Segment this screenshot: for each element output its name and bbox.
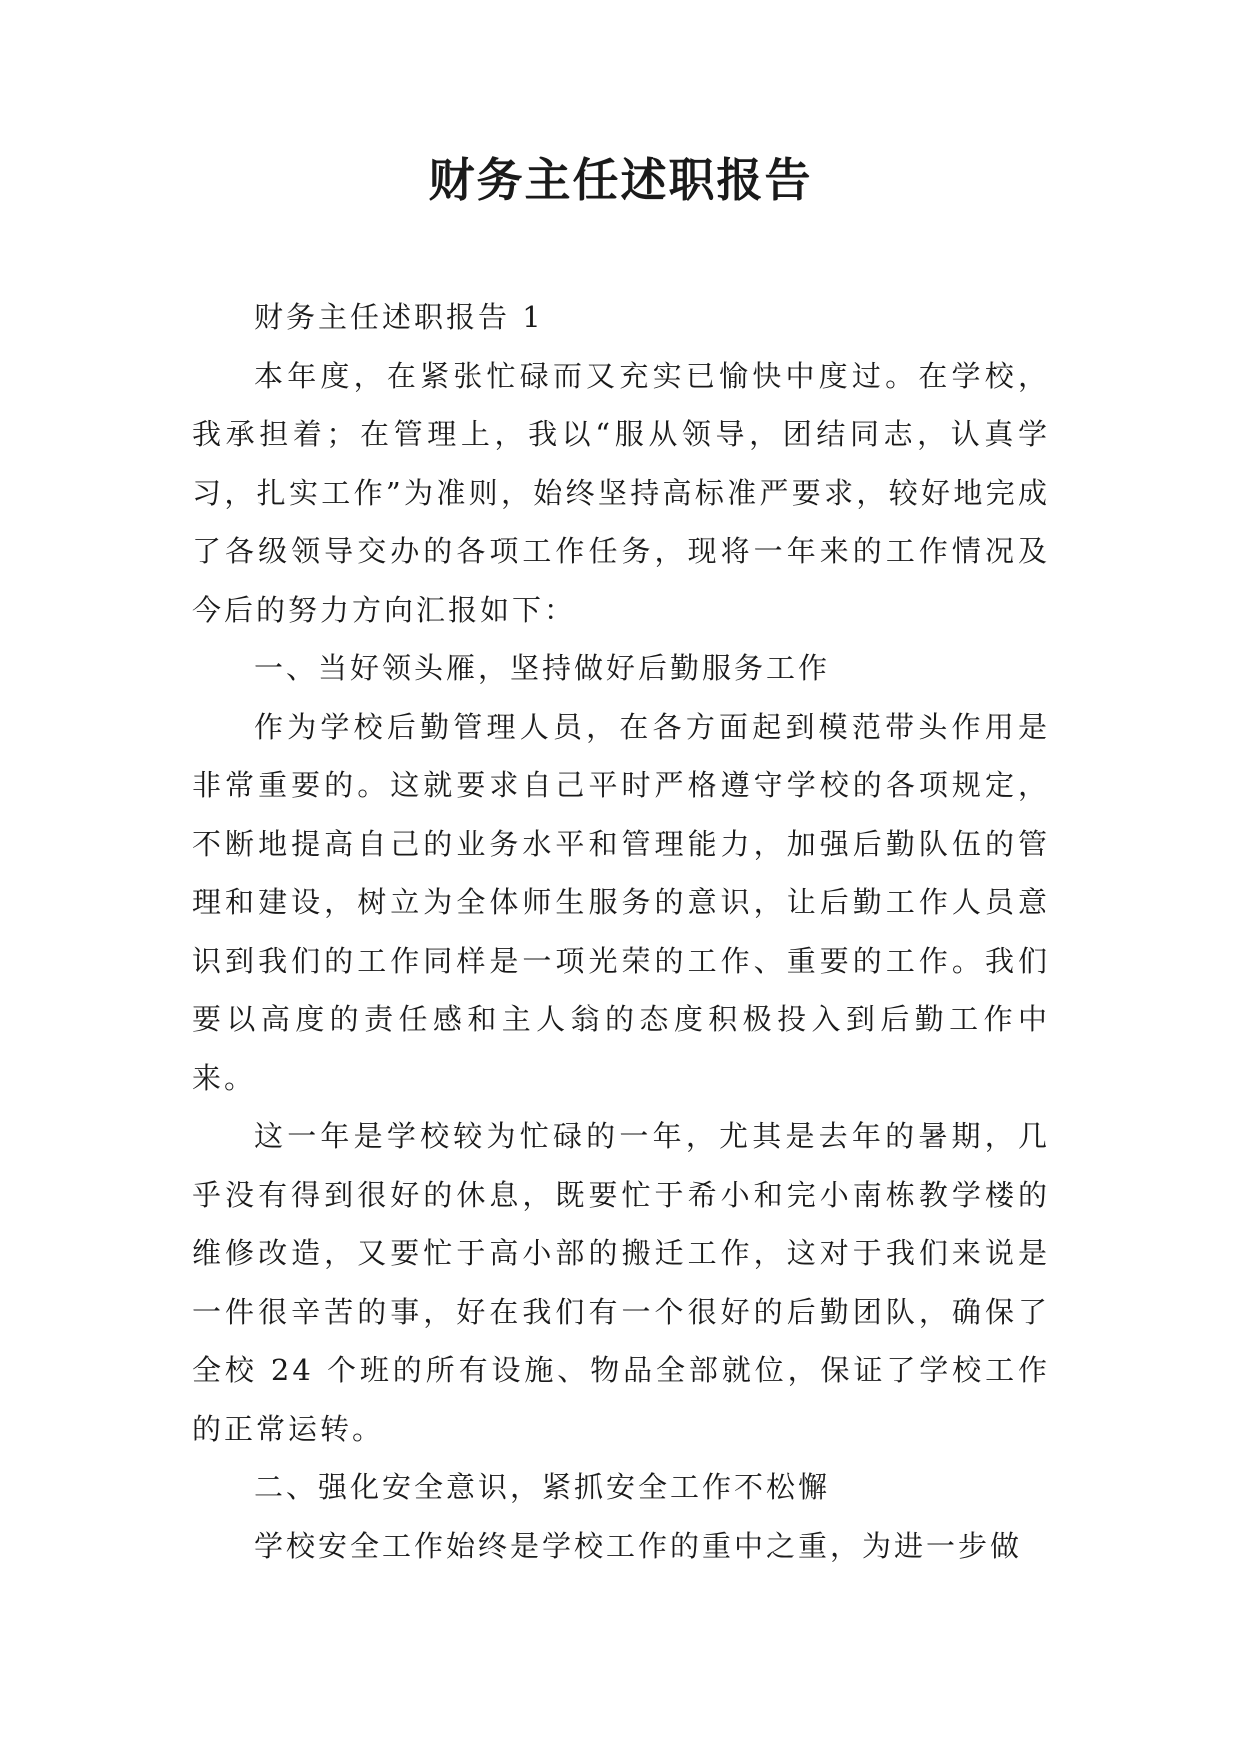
body-paragraph: 本年度，在紧张忙碌而又充实已愉快中度过。在学校，我承担着；在管理上，我以“服从领导，团结同志，认真学习，扎实工作”为准则，始终坚持高标准严要求，较好地完成了各级领导交办的各项工作任务，现将一年来的工作情况及今后的努力方向汇报如下： xyxy=(192,358,1050,627)
section-heading: 二、强化安全意识，紧抓安全工作不松懈 xyxy=(254,1470,831,1504)
document-title: 财务主任述职报告 xyxy=(428,153,813,207)
body-paragraph: 作为学校后勤管理人员，在各方面起到模范带头作用是非常重要的。这就要求自己平时严格遵守学校的各项规定，不断地提高自己的业务水平和管理能力，加强后勤队伍的管理和建设，树立为全体师生服务的意识，让后勤工作人员意识到我们的工作同样是一项光荣的工作、重要的工作。我们要以高度的责任感和主人翁的态度积极投入到后勤工作中来。 xyxy=(192,709,1050,1095)
section-heading: 一、当好领头雁，坚持做好后勤服务工作 xyxy=(254,651,831,685)
body-paragraph: 学校安全工作始终是学校工作的重中之重，为进一步做 xyxy=(254,1528,1023,1563)
body-paragraph: 这一年是学校较为忙碌的一年，尤其是去年的暑期，几乎没有得到很好的休息，既要忙于希小和完小南栋教学楼的维修改造，又要忙于高小部的搬迁工作，这对于我们来说是一件很辛苦的事，好在我们有一个很好的后勤团队，确保了全校 24 个班的所有设施、物品全部就位，保证了学校工作的正常运转。 xyxy=(192,1119,1050,1446)
document-body xyxy=(192,288,1050,1575)
subtitle-paragraph: 财务主任述职报告 1 xyxy=(254,300,544,334)
